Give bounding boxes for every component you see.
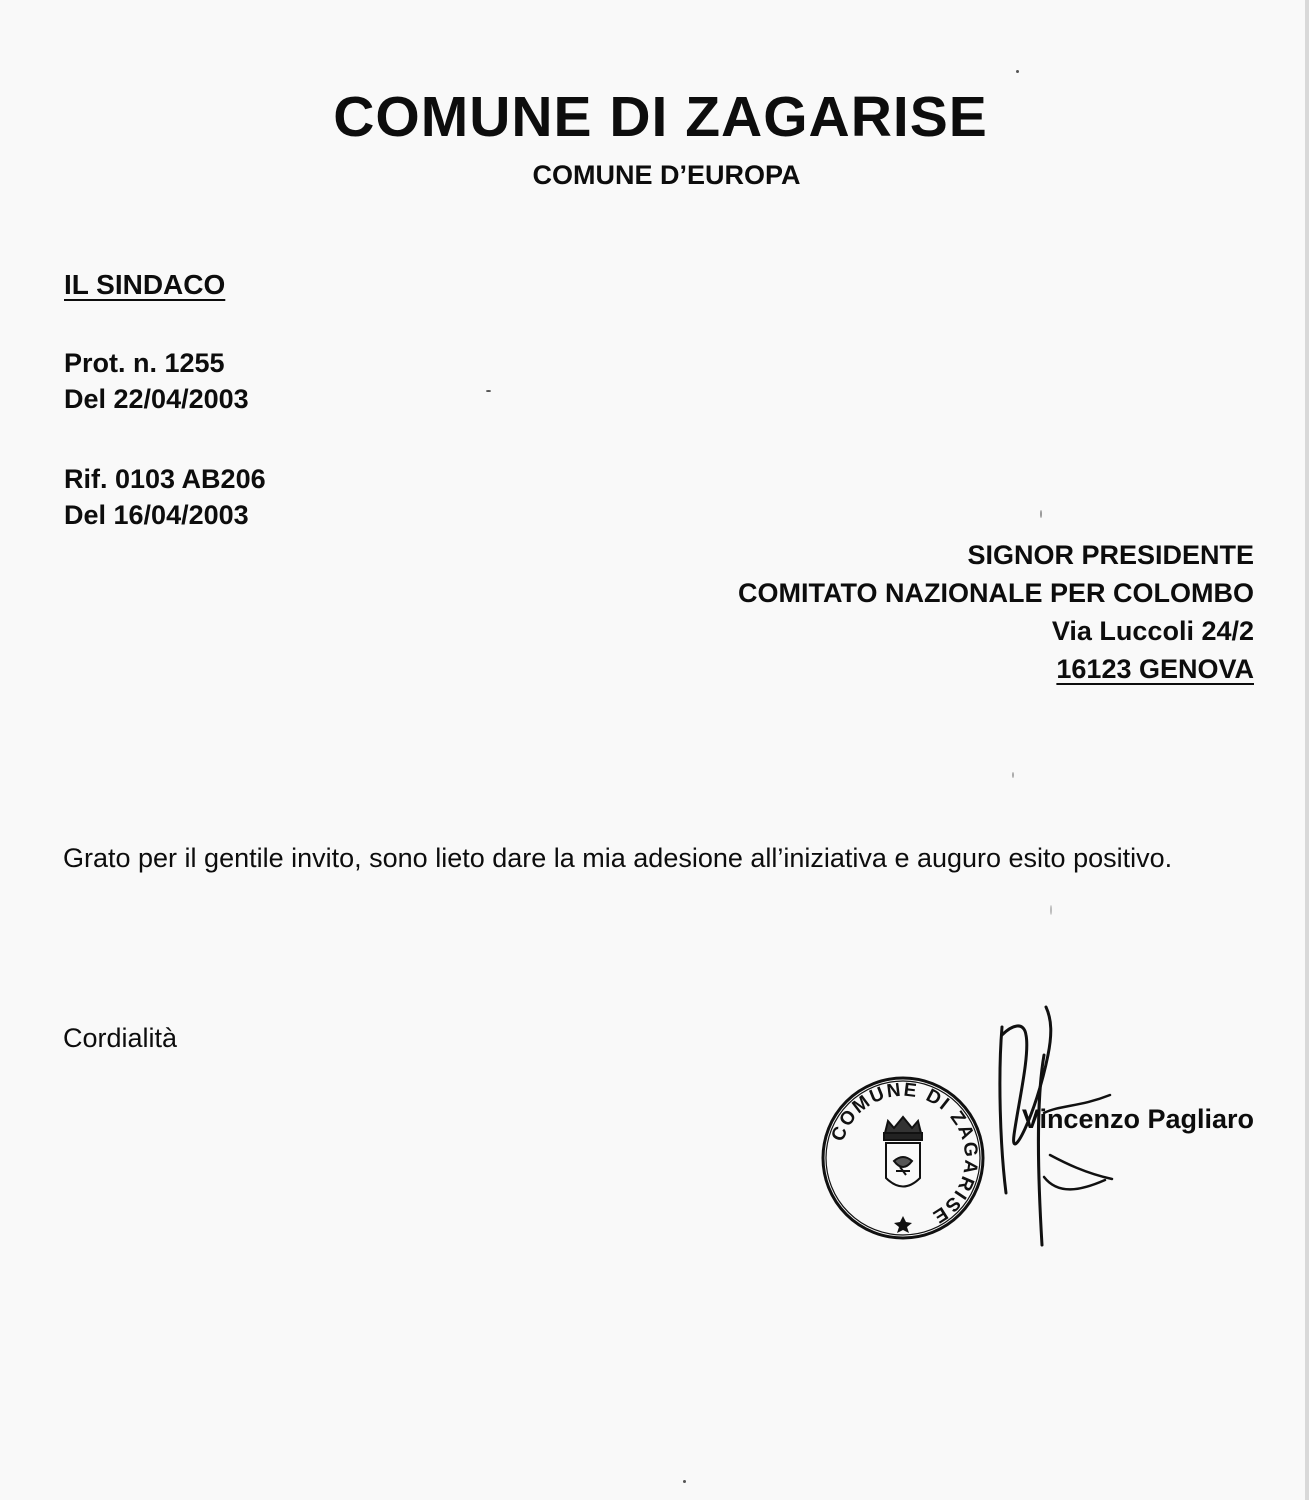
recipient-line-2: COMITATO NAZIONALE PER COLOMBO	[738, 578, 1254, 608]
scan-edge	[1305, 0, 1309, 1500]
scan-speck	[1040, 510, 1042, 518]
scan-speck	[1050, 905, 1052, 915]
reference-block	[64, 461, 266, 533]
scan-speck	[1016, 70, 1019, 73]
letter-body: Grato per il gentile invito, sono lieto dare la mia adesione all’iniziativa e augurо esito positivo.	[63, 843, 1173, 873]
sender-role: IL SINDACO	[64, 269, 226, 300]
closing-salutation: Cordialità	[63, 1023, 178, 1053]
star-icon	[894, 1216, 912, 1233]
letterhead-title: COMUNE DI ZAGARISE	[333, 85, 988, 149]
scan-speck	[1012, 772, 1014, 778]
protocol-number: Prot. n. 1255	[64, 348, 225, 378]
letterhead-subtitle: COMUNE D’EUROPA	[532, 160, 801, 190]
handwritten-signature	[940, 995, 1130, 1255]
scan-speck	[486, 390, 491, 392]
protocol-block	[64, 345, 249, 417]
scan-speck	[683, 1480, 686, 1483]
reference-date: Del 16/04/2003	[64, 500, 249, 530]
recipient-line-4: 16123 GENOVA	[1056, 654, 1254, 684]
protocol-date: Del 22/04/2003	[64, 384, 249, 414]
recipient-address	[738, 536, 1254, 688]
coat-of-arms-icon	[884, 1117, 922, 1187]
recipient-line-1: SIGNOR PRESIDENTE	[967, 540, 1254, 570]
svg-text:COMUNE DI ZAGARISE: COMUNE DI ZAGARISE	[827, 1079, 982, 1228]
recipient-line-3: Via Luccoli 24/2	[1051, 616, 1254, 646]
signer-name: Vincenzo Pagliaro	[1021, 1104, 1254, 1134]
reference-number: Rif. 0103 AB206	[64, 464, 266, 494]
